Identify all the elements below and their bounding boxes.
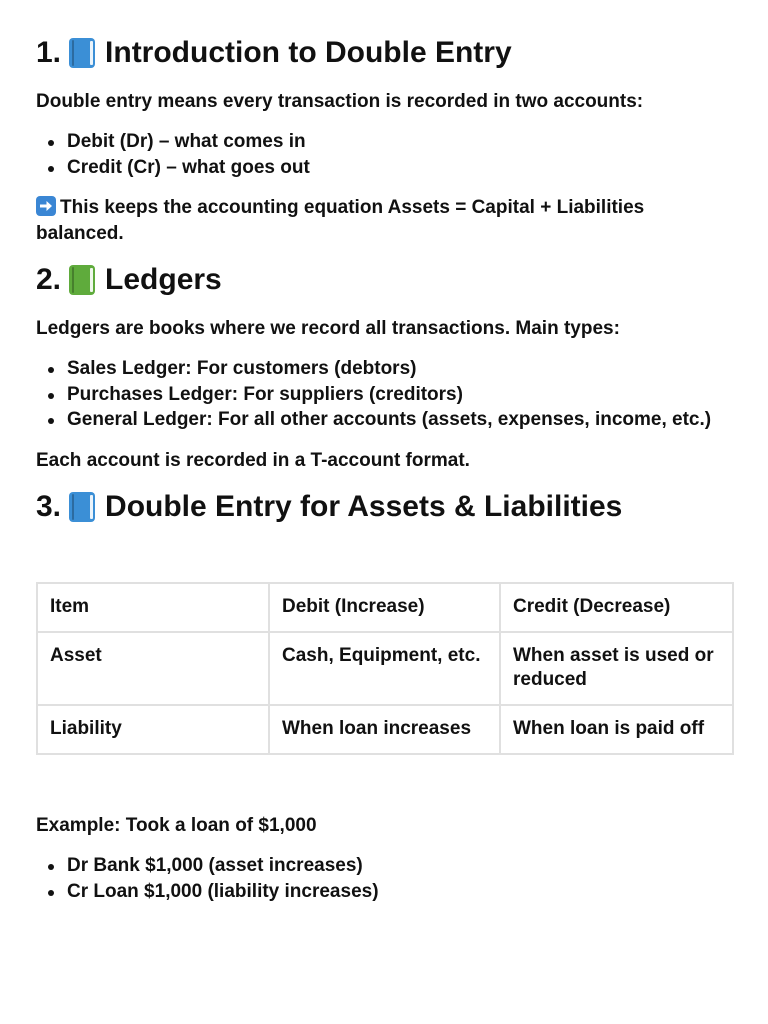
- list-item: Dr Bank $1,000 (asset increases): [36, 853, 379, 879]
- table-header-cell: Debit (Increase): [269, 583, 500, 632]
- section-1-heading: [36, 35, 512, 71]
- section-1-note-line1: This keeps the accounting equation Assets = Capital + Liabilities: [60, 197, 645, 218]
- table-cell: When asset is used or reduced: [500, 632, 733, 705]
- list-item: Credit (Cr) – what goes out: [36, 155, 310, 181]
- table-cell: When loan increases: [269, 705, 500, 754]
- list-item: General Ledger: For all other accounts (assets, expenses, income, etc.): [36, 407, 711, 433]
- list-item: Sales Ledger: For customers (debtors): [36, 356, 711, 382]
- blue-book-icon: [69, 492, 95, 522]
- table-header-cell: Credit (Decrease): [500, 583, 733, 632]
- section-1-number: 1.: [36, 36, 62, 69]
- section-2-heading: [36, 262, 222, 298]
- list-item: Cr Loan $1,000 (liability increases): [36, 879, 379, 905]
- section-2-title: Ledgers: [105, 263, 222, 296]
- section-3-number: 3.: [36, 490, 62, 523]
- table-cell: Cash, Equipment, etc.: [269, 632, 500, 705]
- section-1-note: [36, 195, 736, 247]
- section-2-number: 2.: [36, 263, 62, 296]
- blue-book-icon: [69, 38, 95, 68]
- list-item: Purchases Ledger: For suppliers (creditors): [36, 382, 711, 408]
- assets-liabilities-table: [36, 582, 734, 755]
- section-2-bullet-list: [36, 356, 711, 433]
- section-2-footer: Each account is recorded in a T-account format.: [36, 450, 470, 471]
- table-cell: Liability: [37, 705, 269, 754]
- example-heading: Example: Took a loan of $1,000: [36, 815, 317, 836]
- table-row: [37, 632, 733, 705]
- example-bullet-list: [36, 853, 379, 904]
- table-cell: Asset: [37, 632, 269, 705]
- table-header-cell: Item: [37, 583, 269, 632]
- section-3-heading: [36, 489, 622, 525]
- right-arrow-icon: [36, 196, 56, 216]
- table-header-row: [37, 583, 733, 632]
- green-book-icon: [69, 265, 95, 295]
- section-1-bullet-list: [36, 129, 310, 180]
- section-1-note-line2: balanced.: [36, 223, 124, 244]
- section-3-title: Double Entry for Assets & Liabilities: [105, 490, 623, 523]
- table-row: [37, 705, 733, 754]
- list-item: Debit (Dr) – what comes in: [36, 129, 310, 155]
- table-cell: When loan is paid off: [500, 705, 733, 754]
- section-1-title: Introduction to Double Entry: [105, 36, 512, 69]
- section-2-intro: Ledgers are books where we record all transactions. Main types:: [36, 318, 620, 339]
- section-1-intro: Double entry means every transaction is recorded in two accounts:: [36, 91, 644, 112]
